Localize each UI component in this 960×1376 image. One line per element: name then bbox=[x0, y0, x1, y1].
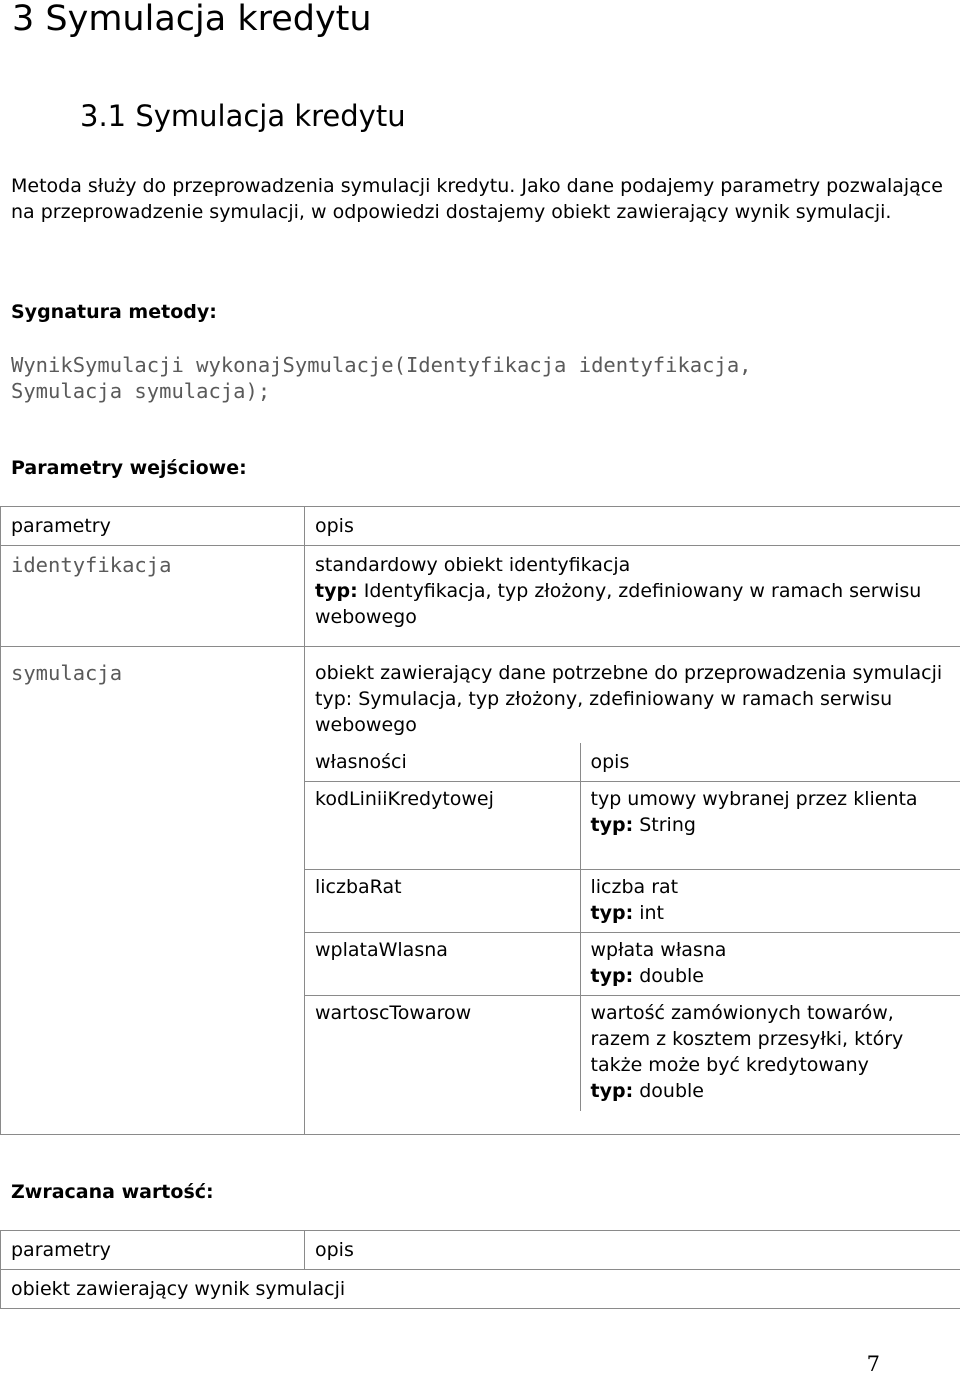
table-row bbox=[305, 933, 960, 996]
table-header-row bbox=[1, 1231, 960, 1270]
header-desc: opis bbox=[580, 743, 960, 782]
param-type: typ: Symulacja, typ złożony, zdefiniowany w ramach serwisu webowego bbox=[315, 688, 893, 736]
table-row bbox=[305, 996, 960, 1111]
return-value-table bbox=[0, 1230, 960, 1309]
page-number: 7 bbox=[866, 1352, 880, 1376]
properties-table bbox=[305, 743, 960, 1111]
table-row bbox=[1, 1270, 960, 1309]
method-signature bbox=[11, 352, 956, 404]
prop-desc: wartość zamówionych towarów, razem z kosztem przesyłki, który także może być kredytowany bbox=[590, 1002, 904, 1076]
prop-desc: typ umowy wybranej przez klienta bbox=[590, 788, 918, 810]
prop-type bbox=[591, 900, 956, 926]
header-param: parametry bbox=[1, 507, 305, 546]
table-header-row bbox=[1, 507, 960, 546]
type-value: Identyfikacja, typ złożony, zdefiniowany w ramach serwisu webowego bbox=[315, 580, 922, 628]
prop-desc: wpłata własna bbox=[590, 939, 727, 961]
table-row bbox=[305, 782, 960, 870]
prop-type bbox=[591, 812, 956, 838]
intro-paragraph: Metoda służy do przeprowadzenia symulacji kredytu. Jako dane podajemy parametry pozwalające na przeprowadzenie symulacji, w odpowiedzi dostajemy obiekt zawierający wynik symulacji. bbox=[11, 175, 943, 223]
type-value: int bbox=[639, 902, 664, 924]
header-param: parametry bbox=[1, 1231, 305, 1270]
table-row bbox=[1, 647, 960, 1135]
type-label: typ: bbox=[590, 965, 634, 987]
type-value: String bbox=[639, 814, 696, 836]
prop-type bbox=[591, 1078, 956, 1104]
prop-name: kodLiniiKredytowej bbox=[305, 782, 580, 870]
signature-line-1: WynikSymulacji wykonajSymulacje(Identyfikacja identyfikacja, bbox=[11, 353, 752, 377]
header-prop: własności bbox=[305, 743, 580, 782]
type-value: double bbox=[639, 1080, 704, 1102]
param-name: identyfikacja bbox=[11, 553, 172, 577]
input-params-table bbox=[0, 506, 960, 1135]
param-name: symulacja bbox=[11, 661, 123, 685]
type-label: typ: bbox=[590, 814, 634, 836]
header-desc: opis bbox=[305, 1231, 960, 1270]
prop-name: wartoscTowarow bbox=[305, 996, 580, 1111]
prop-name: liczbaRat bbox=[305, 870, 580, 933]
header-desc: opis bbox=[305, 507, 960, 546]
table-row bbox=[305, 870, 960, 933]
param-type bbox=[315, 578, 954, 630]
type-label: typ: bbox=[315, 580, 358, 602]
table-row bbox=[1, 546, 960, 647]
chapter-heading: 3 Symulacja kredytu bbox=[12, 0, 372, 39]
signature-label: Sygnatura metody: bbox=[11, 301, 217, 323]
signature-line-2: Symulacja symulacja); bbox=[11, 379, 271, 403]
table-header-row bbox=[305, 743, 960, 782]
param-desc: standardowy obiekt identyfikacja bbox=[315, 554, 631, 576]
param-desc: obiekt zawierający dane potrzebne do przeprowadzenia symulacji bbox=[315, 662, 943, 684]
prop-desc: liczba rat bbox=[590, 876, 679, 898]
prop-name: wplataWlasna bbox=[305, 933, 580, 996]
return-value-label: Zwracana wartość: bbox=[11, 1181, 214, 1203]
type-label: typ: bbox=[590, 1080, 634, 1102]
input-params-label: Parametry wejściowe: bbox=[11, 457, 247, 479]
return-desc: obiekt zawierający wynik symulacji bbox=[1, 1270, 960, 1309]
type-label: typ: bbox=[590, 902, 634, 924]
prop-type bbox=[591, 963, 956, 989]
section-heading: 3.1 Symulacja kredytu bbox=[80, 99, 406, 133]
type-value: double bbox=[639, 965, 704, 987]
